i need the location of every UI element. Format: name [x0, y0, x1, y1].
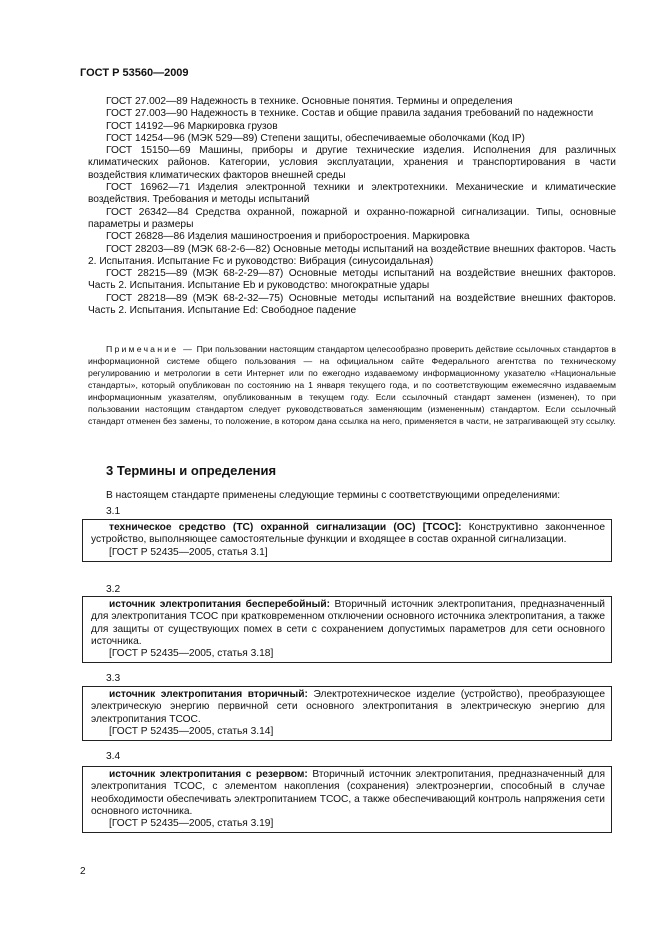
reference-item: ГОСТ 27.002—89 Надежность в технике. Основные понятия. Термины и определения [106, 96, 513, 107]
term-number: 3.3 [106, 673, 121, 684]
reference-item: ГОСТ 14192—96 Маркировка грузов [106, 120, 278, 132]
reference-item: ГОСТ 16962—71 Изделия электронной техники и электротехники. Механические и климатические воздействия. Требования и методы испытаний [88, 182, 616, 206]
document-header: ГОСТ Р 53560—2009 [80, 67, 189, 79]
term-definition [91, 689, 605, 726]
reference-item: ГОСТ 28203—89 (МЭК 68-2-6—82) Основные методы испытаний на воздействие внешних факторов. Часть 2. Испытания. Испытание Fc и руководство: Вибрация (синусоидальная) [88, 243, 616, 267]
term-name: источник электропитания бесперебойный: [109, 599, 330, 610]
term-source: [ГОСТ Р 52435—2005, статья 3.18] [109, 648, 274, 660]
term-box [82, 596, 612, 663]
term-box [82, 519, 612, 562]
reference-item: ГОСТ 15150—69 Машины, приборы и другие технические изделия. Исполнения для различных климатических районов. Категории, условия эксплуатации, хранения и транспортирования в части воздействия климатических факторов внешней среды [88, 145, 616, 181]
reference-item: ГОСТ 28218—89 (МЭК 68-2-32—75) Основные методы испытаний на воздействие внешних факторов. Часть 2. Испытания. Испытание Ed: Свободное падение [88, 292, 616, 317]
reference-item: ГОСТ 27.003—90 Надежность в технике. Состав и общие правила задания требований по надежности [106, 108, 594, 120]
section-intro: В настоящем стандарте применены следующие термины с соответствующими определениями: [106, 490, 561, 501]
term-box [82, 766, 612, 833]
term-box [82, 686, 612, 741]
reference-item: ГОСТ 26828—86 Изделия машиностроения и приборостроения. Маркировка [106, 231, 470, 243]
term-source: [ГОСТ Р 52435—2005, статья 3.14] [109, 725, 274, 737]
reference-item: ГОСТ 28215—89 (МЭК 68-2-29—87) Основные методы испытаний на воздействие внешних факторов. Часть 2. Испытания. Испытание Eb и руководство: многократные удары [88, 268, 616, 292]
term-definition [91, 522, 605, 547]
term-text: Вторичный источник электропитания, предназначенный для электропитания ТСОС при кратковременном отключении основного источника электропитания, а также для защиты от существующих помех в сети с сохранением допустимых параметров для сети основного источника. [91, 599, 605, 647]
normative-references [88, 96, 616, 317]
section-title: 3 Термины и определения [106, 463, 277, 478]
term-number: 3.2 [106, 584, 121, 595]
note-paragraph [88, 343, 616, 427]
term-definition [91, 769, 605, 818]
term-definition [91, 599, 605, 648]
note-text: При пользовании настоящим стандартом целесообразно проверить действие ссылочных стандартов в информационной системе общего пользования — на официальном сайте Федерального агентства по техническому регулированию и метрологии в сети Интернет или по ежегодно издаваемому информационному указателю «Национальные стандарты», который опубликован по состоянию на 1 января текущего года, и по соответствующим ежемесячно издаваемым информационным указателям, опубликованным в текущем году. Если ссылочный стандарт заменен (изменен), то при пользовании настоящим стандартом следует руководствоваться заменяющим (измененным) стандартом. Если ссылочный стандарт отменен без замены, то положение, в котором дана ссылка на него, применяется в части, не затрагивающей эту ссылку. [88, 344, 616, 426]
term-name: источник электропитания с резервом: [109, 769, 308, 780]
term-text: Электротехническое изделие (устройство), преобразующее электрическую энергию первичной сети основного электропитания в электрическую энергию для электропитания ТСОС. [91, 689, 605, 725]
term-text: Вторичный источник электропитания, предназначенный для электропитания ТСОС, с элементом накопления (сохранения) электроэнергии, способный в случае необходимости обеспечивать электропитанием ТСОС, а также обеспечивающий контроль напряжения сети основного источника. [91, 769, 606, 817]
note-label: Примечание — [106, 344, 194, 354]
term-name: источник электропитания вторичный: [109, 689, 308, 700]
note-block [88, 343, 616, 427]
term-source: [ГОСТ Р 52435—2005, статья 3.1] [109, 546, 268, 558]
term-number: 3.4 [106, 751, 121, 762]
reference-item: ГОСТ 26342—84 Средства охранной, пожарной и охранно-пожарной сигнализации. Типы, основные параметры и размеры [88, 206, 616, 230]
term-source: [ГОСТ Р 52435—2005, статья 3.19] [109, 818, 274, 830]
page-number: 2 [80, 866, 86, 877]
term-name: техническое средство (ТС) охранной сигнализации (ОС) [ТСОС]: [109, 522, 462, 533]
term-text: Конструктивно законченное устройство, выполняющее самостоятельные функции и входящее в состав охранной сигнализации. [91, 522, 605, 546]
reference-item: ГОСТ 14254—96 (МЭК 529—89) Степени защиты, обеспечиваемые оболочками (Код IP) [106, 132, 525, 144]
term-number: 3.1 [106, 506, 121, 517]
